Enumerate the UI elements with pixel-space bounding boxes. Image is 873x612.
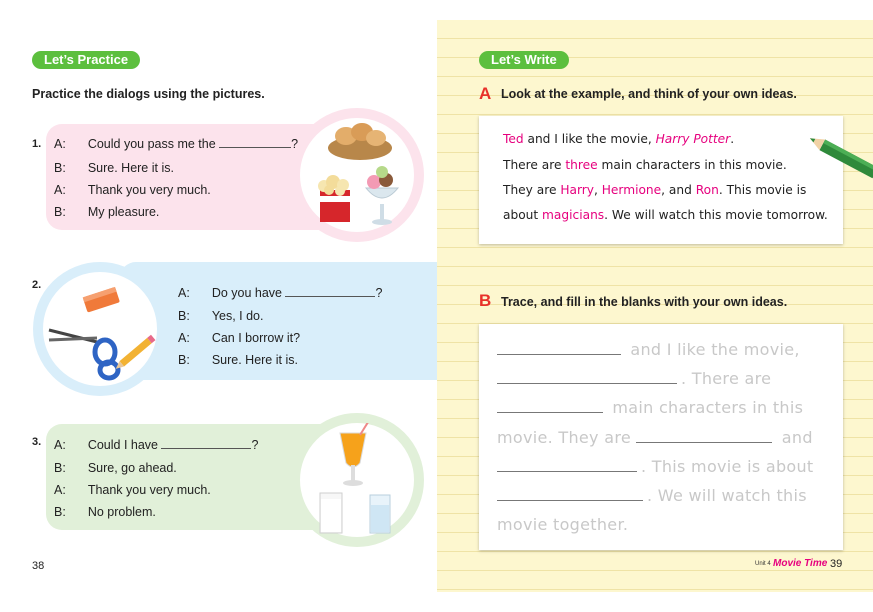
eraser-scissors-pencil-icon <box>43 272 157 386</box>
write-blank[interactable] <box>497 487 643 501</box>
example-text: There are <box>503 158 566 172</box>
practice-instruction: Practice the dialogs using the pictures. <box>32 87 265 101</box>
dialog-2-line-4 <box>178 353 298 367</box>
speaker-label: A: <box>54 137 66 151</box>
speaker-label: B: <box>178 309 190 323</box>
trace-line-6 <box>497 486 807 505</box>
example-text: , <box>594 183 602 197</box>
trace-text: . This movie is about <box>641 457 814 476</box>
page-number-left: 38 <box>32 560 45 572</box>
write-blank[interactable] <box>497 399 603 413</box>
speaker-label: B: <box>54 461 66 475</box>
trace-card <box>479 324 843 550</box>
line-text: Could I have <box>87 438 158 452</box>
dialog-1-line-1 <box>54 137 298 151</box>
picture-circle-3 <box>290 413 424 547</box>
line-punct: ? <box>291 137 299 151</box>
line-text: Sure. Here it is. <box>87 161 174 175</box>
lets-practice-label: Let’s Practice <box>32 51 140 69</box>
example-line-4 <box>503 208 828 222</box>
line-text: Do you have <box>211 286 282 300</box>
example-line-3 <box>503 183 806 197</box>
trace-text: main characters in this <box>612 398 804 417</box>
line-text: Could you pass me the <box>87 137 216 151</box>
colored-pencil-icon <box>805 132 873 180</box>
highlight-word: Ron <box>695 183 719 197</box>
part-a-letter: A <box>479 84 492 103</box>
trace-text: and <box>781 428 813 447</box>
answer-blank <box>285 287 375 297</box>
dialog-3-line-3 <box>54 483 211 497</box>
write-blank[interactable] <box>497 370 677 384</box>
part-b-letter: B <box>479 291 492 310</box>
part-b-instruction: Trace, and fill in the blanks with your own ideas. <box>501 295 788 309</box>
right-page <box>437 20 873 592</box>
example-text: They are <box>503 183 561 197</box>
unit-label: Unit 4 <box>755 561 771 567</box>
line-text: No problem. <box>87 505 156 519</box>
line-text: My pleasure. <box>87 205 160 219</box>
juice-milk-water-icon <box>300 423 414 537</box>
trace-line-1 <box>497 340 800 359</box>
dialog-2-line-3 <box>178 331 300 345</box>
trace-line-7 <box>497 515 628 534</box>
example-line-2 <box>503 158 787 172</box>
example-text: about <box>503 208 543 222</box>
page-number-right: 39 <box>830 558 843 570</box>
example-text: , and <box>661 183 696 197</box>
write-blank[interactable] <box>497 458 637 472</box>
unit-title: Movie Time <box>773 558 828 569</box>
trace-text: . We will watch this <box>647 486 807 505</box>
speaker-label: A: <box>54 483 66 497</box>
line-text: Sure. Here it is. <box>211 353 298 367</box>
speaker-label: A: <box>178 286 190 300</box>
part-a-instruction: Look at the example, and think of your own ideas. <box>501 87 797 101</box>
example-line-1 <box>503 132 734 146</box>
line-text: Sure, go ahead. <box>87 461 177 475</box>
picture-circle-2 <box>33 262 167 396</box>
dialog-2-line-2 <box>178 309 263 323</box>
speaker-label: A: <box>54 183 66 197</box>
answer-blank <box>219 138 291 148</box>
trace-line-4 <box>497 428 813 447</box>
line-text: Thank you very much. <box>87 483 211 497</box>
trace-line-2 <box>497 369 771 388</box>
lets-write-label: Let’s Write <box>479 51 569 69</box>
example-text: . This movie is <box>718 183 807 197</box>
trace-text: and I like the movie, <box>630 340 800 359</box>
highlight-word: Harry <box>560 183 594 197</box>
speaker-label: A: <box>178 331 190 345</box>
dialog-3-line-4 <box>54 505 156 519</box>
trace-text: movie together. <box>497 515 629 534</box>
example-card <box>479 116 843 244</box>
example-text: . <box>730 132 735 146</box>
dialog-2-line-1 <box>178 286 382 300</box>
trace-line-5 <box>497 457 814 476</box>
trace-text: movie. They are <box>497 428 631 447</box>
speaker-label: B: <box>54 161 66 175</box>
speaker-label: B: <box>54 205 66 219</box>
dialog-number-2: 2. <box>32 279 42 291</box>
line-text: Thank you very much. <box>87 183 211 197</box>
example-text: . We will watch this movie tomorrow. <box>604 208 828 222</box>
write-blank[interactable] <box>636 429 772 443</box>
picture-circle-1 <box>290 108 424 242</box>
line-text: Yes, I do. <box>211 309 264 323</box>
example-text: main characters in this movie. <box>597 158 787 172</box>
dialog-3-line-1 <box>54 438 258 452</box>
highlight-word: Ted <box>503 132 524 146</box>
trace-text: . There are <box>681 369 772 388</box>
speaker-label: B: <box>54 505 66 519</box>
dialog-1-line-3 <box>54 183 211 197</box>
speaker-label: B: <box>178 353 190 367</box>
answer-blank <box>161 439 251 449</box>
highlight-word: three <box>565 158 598 172</box>
highlight-word: Hermione <box>601 183 662 197</box>
speaker-label: A: <box>54 438 66 452</box>
line-punct: ? <box>251 438 259 452</box>
dialog-number-3: 3. <box>32 436 42 448</box>
trace-line-3 <box>497 398 803 417</box>
dialog-number-1: 1. <box>32 138 42 150</box>
write-blank[interactable] <box>497 341 621 355</box>
highlight-word: magicians <box>542 208 605 222</box>
line-text: Can I borrow it? <box>211 331 301 345</box>
dialog-1-line-4 <box>54 205 159 219</box>
example-text: and I like the movie, <box>523 132 656 146</box>
line-punct: ? <box>375 286 383 300</box>
dialog-3-line-2 <box>54 461 177 475</box>
highlight-word: Harry Potter <box>655 132 731 146</box>
dialog-1-line-2 <box>54 161 174 175</box>
bread-popcorn-icecream-icon <box>300 118 414 232</box>
